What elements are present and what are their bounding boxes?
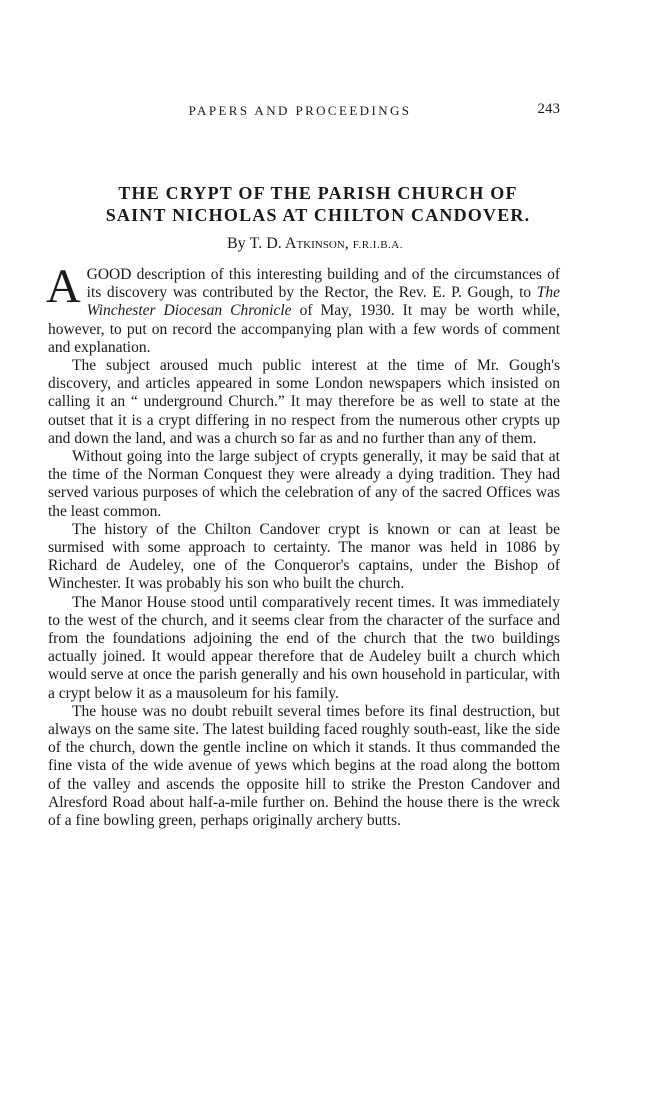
- paragraph-1: [46, 260, 560, 357]
- running-head: [0, 103, 666, 123]
- running-title: PAPERS AND PROCEEDINGS: [188, 103, 412, 118]
- page-number: 243: [537, 101, 560, 117]
- title-line-1: THE CRYPT OF THE PARISH CHURCH OF: [118, 183, 518, 203]
- title-line-2: SAINT NICHOLAS AT CHILTON CANDOVER.: [105, 205, 531, 225]
- paragraph-3: Without going into the large subject of crypts generally, it may be said that at the time of the Norman Conquest they were already a dying tradition. They had served various purposes of which the celebration of any of the sacred Offices was the least common.: [48, 448, 560, 520]
- article-body: [46, 260, 560, 830]
- author-credentials: F.R.I.B.A.: [352, 239, 404, 251]
- paragraph-1-text-b: of May, 1930. It may be worth while, however, to put on record the accompanying plan with a few words of comment and explanation.: [48, 302, 560, 356]
- byline: By T. D. Atkinson, F.R.I.B.A.: [226, 235, 404, 252]
- journal-title: The Winchester Diocesan Chronicle: [86, 284, 560, 320]
- paragraph-4: The history of the Chilton Candover crypt is known or can at least be surmised with some approach to certainty. The manor was held in 1086 by Richard de Audeley, one of the Conqueror's captains, under the Bishop of Winchester. It was probably his son who built the church.: [48, 520, 560, 593]
- paragraph-6: The house was no doubt rebuilt several times before its final destruction, but always on the same site. The latest building faced roughly south-east, like the side of the church, down the gentle incline on which it stands. It thus commanded the fine vista of the wide avenue of yews which begins at the road along the bottom of the valley and ascends the opposite hill to strike the Preston Candover and Alresford Road about half-a-mile further on. Behind the house there is the wreck of a fine bowling green, perhaps originally archery butts.: [48, 702, 560, 830]
- article-title: [58, 182, 578, 226]
- paragraph-5: The Manor House stood until comparatively recent times. It was immediately to the west of the church, and it seems clear from the character of the surface and from the foundations adjoining the end of the church that the two buildings actually joined. It would appear therefore that de Audeley built a church which would serve at once the parish generally and his own household in particular, with a crypt below it as a mausoleum for his family.: [48, 593, 560, 702]
- byline-prefix: By: [226, 235, 246, 252]
- paragraph-1-text-a: GOOD description of this interesting building and of the circumstances of its discovery was contributed by the Rector, the Rev. E. P. Gough, to: [86, 266, 560, 302]
- paragraph-2: The subject aroused much public interest at the time of Mr. Gough's discovery, and articles appeared in some London newspapers which insisted on calling it an “ underground Church.” It may therefore be as well to state at the outset that it is a crypt differing in no respect from the numerous other crypts up and down the land, and was a church so far as and no further than any of them.: [48, 357, 560, 447]
- drop-cap: A: [46, 260, 81, 313]
- author-name: T. D. Atkinson: [249, 235, 345, 252]
